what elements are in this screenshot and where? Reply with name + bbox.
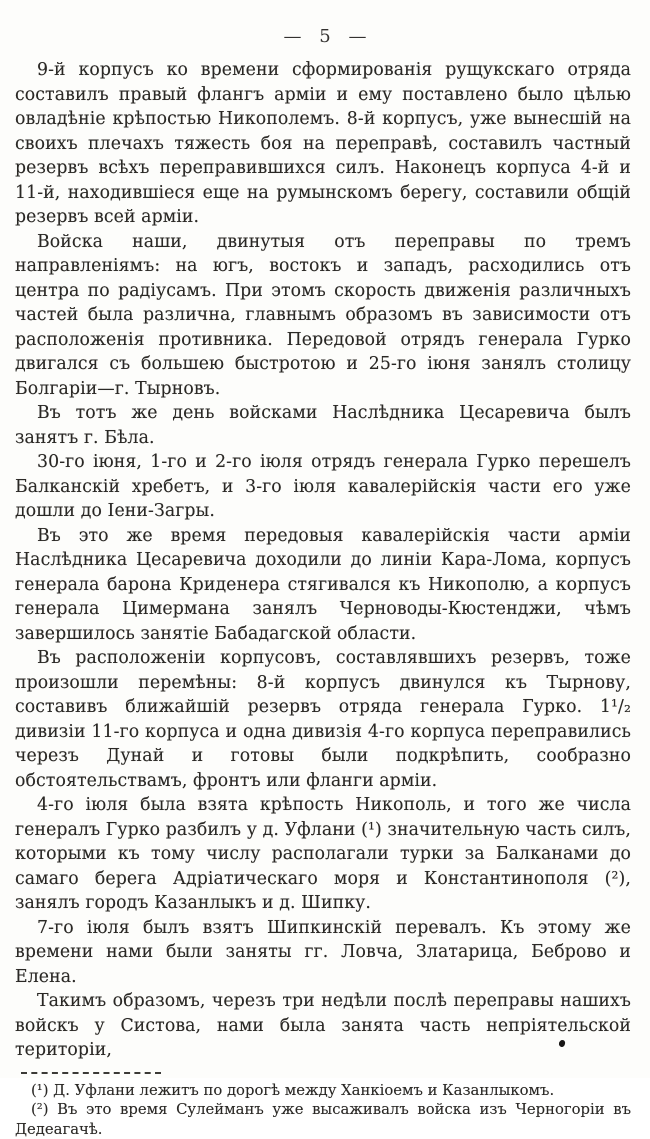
paragraph: 9-й корпусъ ко времени сформированія рущукскаго отряда составилъ правый флангъ арміи и ему поставлено было цѣлью овладѣніе крѣпостью Никополемъ. 8-й корпусъ, уже вынесшій на своихъ плечахъ тяжесть боя на переправѣ, составилъ частный резервъ всѣхъ переправившихся силъ. Наконецъ корпуса 4-й и 11-й, находившіеся еще на румынскомъ берегу, составили общій резервъ всей арміи. bbox=[15, 58, 631, 230]
footnote: (²) Въ это время Сулейманъ уже высаживалъ войска изъ Черногоріи въ Дедеагачѣ. bbox=[15, 1100, 631, 1139]
paragraph: 4-го іюля была взята крѣпость Никополь, и того же числа генералъ Гурко разбилъ у д. Уфлани (¹) значительную часть силъ, которыми къ тому числу располагали турки за Балканами до самаго берега Адріатическаго моря и Константинополя (²), занялъ городъ Казанлыкъ и д. Шипку. bbox=[15, 793, 631, 916]
footnotes-block bbox=[15, 1081, 631, 1139]
main-text-block bbox=[15, 58, 631, 1063]
page-number: — 5 — bbox=[0, 26, 650, 47]
paragraph: Въ это же время передовыя кавалерійскія части арміи Наслѣдника Цесаревича доходили до линіи Кара-Лома, корпусъ генерала барона Криденера стягивался къ Никополю, а корпусъ генерала Цимермана занялъ Черноводы-Кюстенджи, чѣмъ завершилось занятіе Бабадагской области. bbox=[15, 524, 631, 647]
paragraph: Войска наши, двинутыя отъ переправы по тремъ направленіямъ: на югъ, востокъ и западъ, расходились отъ центра по радіусамъ. При этомъ скорость движенія различныхъ частей была различна, главнымъ образомъ въ зависимости отъ расположенія противника. Передовой отрядъ генерала Гурко двигался съ большею быстротою и 25-го іюня занялъ столицу Болгаріи—г. Тырновъ. bbox=[15, 230, 631, 402]
paragraph: Такимъ образомъ, черезъ три недѣли послѣ переправы нашихъ войскъ у Систова, нами была занята часть непріятельской територіи, bbox=[15, 989, 631, 1063]
paragraph: 7-го іюля былъ взятъ Шипкинскій перевалъ. Къ этому же времени нами были заняты гг. Ловча, Златарица, Беброво и Елена. bbox=[15, 916, 631, 990]
paragraph: Въ расположеніи корпусовъ, составлявшихъ резервъ, тоже произошли перемѣны: 8-й корпусъ двинулся къ Тырнову, составивъ ближайшій резервъ отряда генерала Гурко. 1¹/₂ дивизіи 11-го корпуса и одна дивизія 4-го корпуса переправились черезъ Дунай и готовы были подкрѣпить, сообразно обстоятельствамъ, фронтъ или фланги арміи. bbox=[15, 646, 631, 793]
paragraph: 30-го іюня, 1-го и 2-го іюля отрядъ генерала Гурко перешелъ Балканскій хребетъ, и 3-го іюля кавалерійскія части его уже дошли до Іени-Загры. bbox=[15, 450, 631, 524]
footnote: (¹) Д. Уфлани лежитъ по дорогѣ между Ханкіоемъ и Казанлыкомъ. bbox=[15, 1081, 631, 1101]
footnote-separator-rule bbox=[21, 1072, 161, 1074]
paragraph: Въ тотъ же день войсками Наслѣдника Цесаревича былъ занятъ г. Бѣла. bbox=[15, 401, 631, 450]
